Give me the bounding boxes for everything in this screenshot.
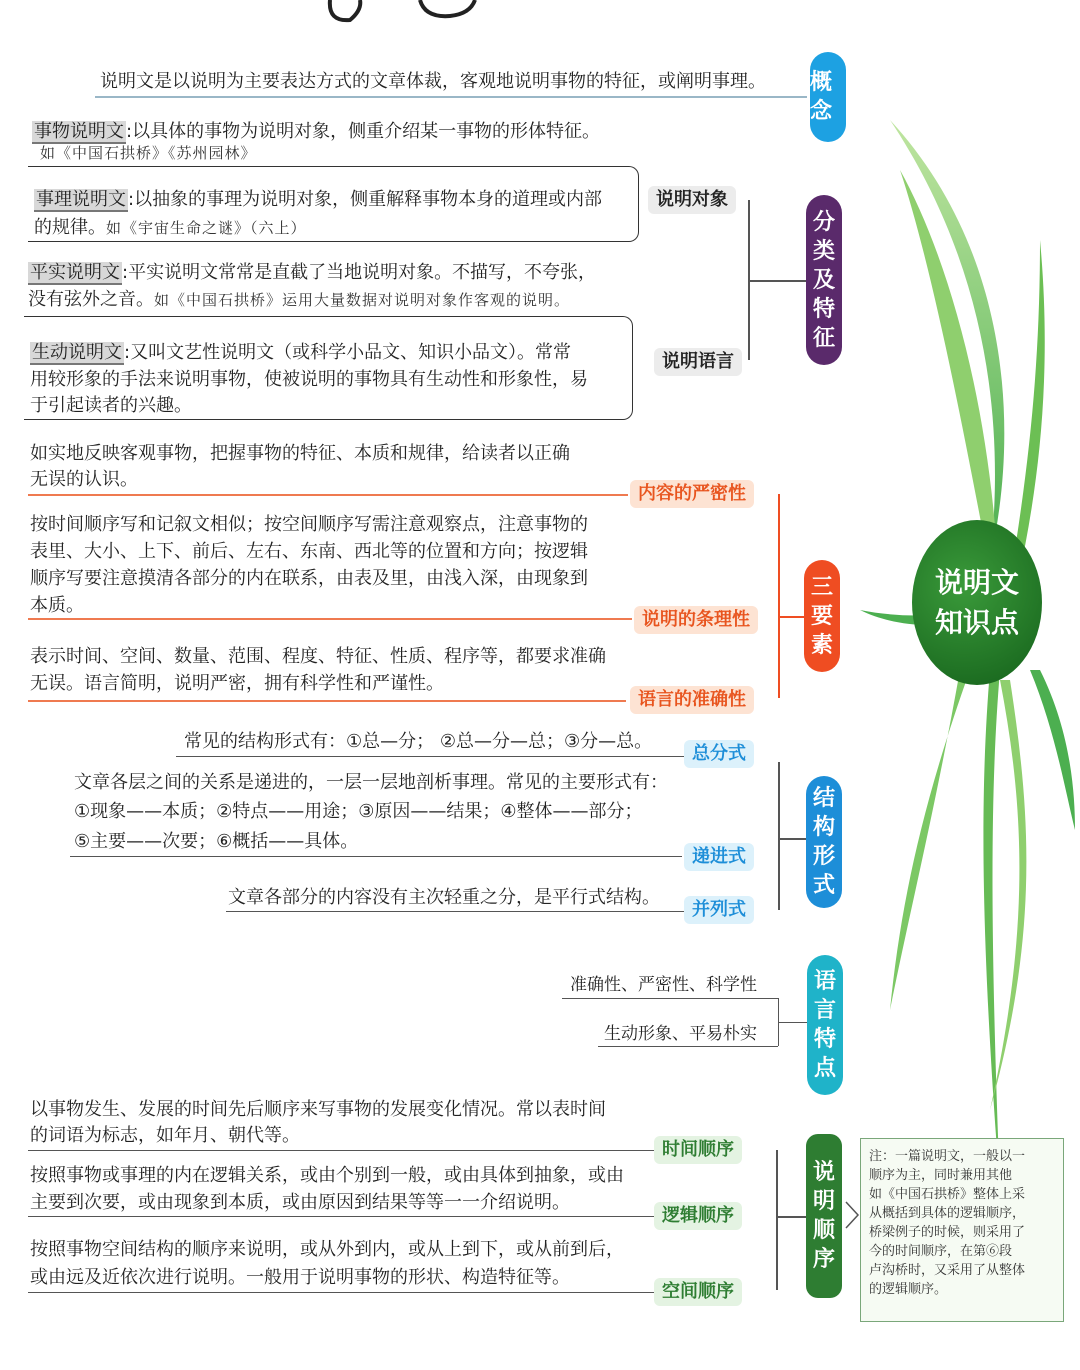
class-item-4-line2: 用较形象的手法来说明事物，使被说明的事物具有生动性和形象性，易	[30, 369, 588, 390]
label-content-rigor: 内容的严密性	[630, 480, 754, 508]
order-3-line	[28, 1292, 654, 1293]
concept-line	[95, 96, 807, 98]
element-2-line3: 顺序写要注意摸清各部分的内在联系，由表及里，由浅入深，由现象到	[30, 568, 588, 589]
order-note-line-4: 从概括到具体的逻辑顺序，	[869, 1206, 1026, 1221]
structure-3-line	[226, 911, 684, 912]
class-item-1	[32, 118, 600, 145]
label-progressive: 递进式	[684, 843, 754, 871]
structure-label: 结构形式	[812, 786, 835, 898]
order-1-line2: 的词语为标志，如年月、朝代等。	[30, 1125, 300, 1146]
center-title-line1: 说明文	[934, 565, 1019, 599]
order-note-line-8: 的逻辑顺序。	[869, 1282, 948, 1297]
center-title-line2: 知识点	[934, 605, 1019, 639]
element-3-line	[28, 700, 626, 702]
class-item-3-text2: 没有弦外之音。	[28, 289, 154, 310]
order-bracket	[776, 1150, 778, 1290]
class-item-2-line2	[34, 214, 307, 242]
order-2-line2: 主要到次要，或由现象到本质，或由原因到结果等等一一介绍说明。	[30, 1192, 570, 1213]
order-1-line1: 以事物发生、发展的时间先后顺序来写事物的发展变化情况。常以表时间	[30, 1099, 606, 1120]
structure-bracket	[778, 762, 780, 910]
order-branch	[776, 1216, 806, 1218]
classification-branch	[748, 280, 806, 282]
language-feature-1-line	[562, 998, 778, 999]
class-item-2-text: :以抽象的事理为说明对象，侧重解释事物本身的道理或内部	[128, 189, 603, 210]
class-item-1-example: 如《中国石拱桥》《苏州园林》	[40, 144, 257, 162]
three-elements-pill	[804, 560, 840, 672]
element-2-line4: 本质。	[30, 595, 84, 616]
structure-2-line2: ①现象——本质；②特点——用途；③原因——结果；④整体——部分；	[74, 801, 643, 822]
element-1-line2: 无误的认识。	[30, 469, 138, 490]
order-3-line1: 按照事物空间结构的顺序来说明，或从外到内，或从上到下，或从前到后，	[30, 1239, 624, 1260]
language-features-label: 语言特点	[813, 969, 836, 1081]
label-time-order: 时间顺序	[654, 1136, 742, 1164]
class-item-2-example: 如《宇宙生命之谜》（六上）	[106, 219, 307, 237]
order-note-line-5: 桥梁例子的时候，则采用了	[869, 1225, 1026, 1240]
order-3-line2: 或由远及近依次进行说明。一般用于说明事物的形状、构造特征等。	[30, 1267, 570, 1288]
element-3-line2: 无误。语言简明，说明严密，拥有科学性和严谨性。	[30, 673, 444, 694]
structure-1-line	[176, 756, 684, 757]
order-2-line1: 按照事物或事理的内在逻辑关系，或由个别到一般，或由具体到抽象，或由	[30, 1165, 624, 1186]
language-feature-1: 准确性、严密性、科学性	[570, 975, 757, 995]
classification-label: 分类及特征	[812, 209, 835, 351]
concept-pill	[810, 52, 846, 142]
three-elements-bracket	[778, 494, 780, 698]
class-item-4-term: 生动说明文	[32, 342, 122, 363]
class-item-1-term: 事物说明文	[34, 121, 124, 142]
order-note-line-3: 如《中国石拱桥》整体上采	[869, 1187, 1026, 1202]
label-language: 说明语言	[654, 348, 742, 376]
element-2-line	[28, 618, 632, 620]
label-space-order: 空间顺序	[654, 1278, 742, 1306]
order-note-line-2: 顺序为主，同时兼用其他	[869, 1168, 1013, 1183]
order-note-line-6: 今的时间顺序，在第⑥段	[869, 1244, 1013, 1259]
element-2-line2: 表里、大小、上下、前后、左右、东南、西北等的位置和方向；按逻辑	[30, 541, 588, 562]
language-features-branch	[778, 1022, 807, 1023]
class-item-3-example: 如《中国石拱桥》运用大量数据对说明对象作客观的说明。	[154, 291, 571, 309]
language-features-pill	[807, 955, 843, 1095]
element-1-line1: 如实地反映客观事物，把握事物的特征、本质和规律，给读者以正确	[30, 443, 570, 464]
class-item-4	[30, 339, 571, 366]
class-item-3	[28, 259, 596, 286]
order-note	[860, 1138, 1064, 1322]
order-pill	[806, 1134, 842, 1298]
label-logic-order: 说明的条理性	[634, 606, 758, 634]
label-object: 说明对象	[648, 186, 736, 214]
label-language-accuracy: 语言的准确性	[630, 686, 754, 714]
center-bubble	[912, 520, 1042, 685]
element-2-line1: 按时间顺序写和记叙文相似；按空间顺序写需注意观察点，注意事物的	[30, 514, 588, 535]
structure-branch	[778, 838, 806, 840]
label-logic-sequence: 逻辑顺序	[654, 1202, 742, 1230]
language-feature-2-line	[598, 1046, 778, 1047]
order-note-line-1: 注：一篇说明文，一般以一	[869, 1149, 1026, 1164]
class-item-4-line3: 于引起读者的兴趣。	[30, 395, 192, 416]
class-item-1-text: :以具体的事物为说明对象，侧重介绍某一事物的形体特征。	[126, 121, 601, 142]
classification-pill	[806, 195, 842, 365]
class-item-3-term: 平实说明文	[30, 262, 120, 283]
class-item-2-text2: 的规律。	[34, 217, 106, 238]
structure-2-line3: ⑤主要——次要；⑥概括——具体。	[74, 831, 359, 852]
concept-text: 说明文是以说明为主要表达方式的文章体裁，客观地说明事物的特征，或阐明事理。	[100, 71, 766, 92]
label-parallel: 并列式	[684, 896, 754, 924]
order-note-line-7: 卢沟桥时，又采用了从整体	[869, 1263, 1026, 1278]
element-1-line	[28, 494, 628, 496]
order-2-line	[28, 1216, 654, 1217]
structure-2-line1: 文章各层之间的关系是递进的，一层一层地剖析事理。常见的主要形式有：	[74, 772, 668, 793]
language-feature-2: 生动形象、平易朴实	[604, 1024, 757, 1044]
concept-label: 概念	[810, 70, 833, 124]
structure-1-text: 常见的结构形式有：①总—分； ②总—分—总；③分—总。	[184, 731, 653, 752]
element-3-line1: 表示时间、空间、数量、范围、程度、特征、性质、程序等，都要求准确	[30, 646, 606, 667]
class-item-3-line2	[28, 286, 570, 314]
three-elements-branch	[778, 616, 804, 618]
order-1-line	[28, 1150, 654, 1151]
three-elements-label: 三要素	[810, 574, 833, 658]
structure-3-text: 文章各部分的内容没有主次轻重之分，是平行式结构。	[228, 887, 660, 908]
class-item-2	[34, 186, 602, 213]
order-label: 说明顺序	[812, 1160, 835, 1272]
structure-pill	[806, 776, 842, 908]
class-item-3-text: :平实说明文常常是直截了当地说明对象。不描写，不夸张，	[122, 262, 597, 283]
top-scribble-decoration	[300, 0, 500, 30]
label-total-sub: 总分式	[684, 740, 754, 768]
class-item-4-text: :又叫文艺性说明文（或科学小品文、知识小品文）。常常	[124, 342, 572, 363]
structure-2-line	[70, 856, 682, 857]
class-item-2-term: 事理说明文	[36, 189, 126, 210]
